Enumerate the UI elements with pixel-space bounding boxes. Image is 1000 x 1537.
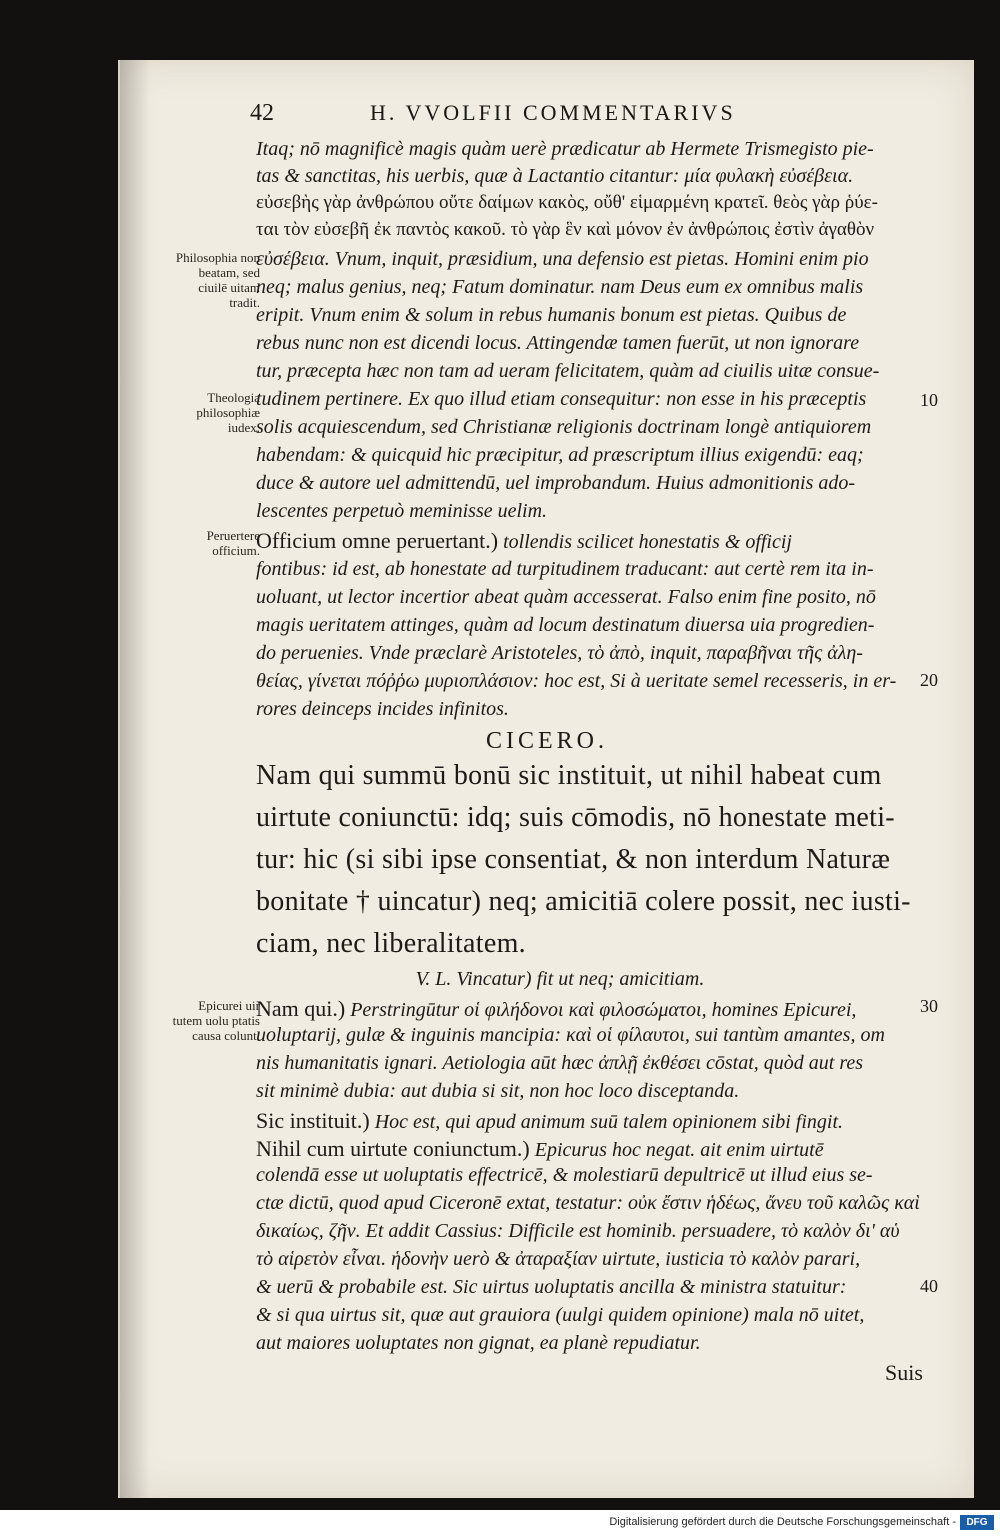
text-line: δικαίως, ζῆν. Et addit Cassius: Difficile est hominib. persuadere, τὸ καλὸν δι' αὑ (256, 1220, 900, 1242)
cicero-text-line: Nam qui summū bonū sic instituit, ut nihil habeat cum (256, 760, 882, 791)
margin-note-theologia: Theologia philosophiæ iudex. (196, 390, 260, 435)
text-line: fontibus: id est, ab honestate ad turpitudinem traducant: aut certè rem ita in- (256, 558, 874, 580)
variant-reading: V. L. Vincatur) fit ut neq; amicitiam. (415, 968, 705, 990)
dfg-logo: DFG (960, 1515, 994, 1530)
text-line: colendā esse ut uoluptatis effectricē, & molestiarū depultricē ut illud eius se- (256, 1164, 873, 1186)
text-line-with-lemma (256, 1108, 843, 1134)
text-line: tas & sanctitas, his uerbis, quæ à Lactantio citantur: μία φυλακὴ εὐσέβεια. (256, 165, 854, 187)
funding-credit: Digitalisierung gefördert durch die Deutsche Forschungsgemeinschaft - (609, 1516, 956, 1528)
lemma: Officium omne peruertant.) (256, 528, 499, 553)
text-line: lescentes perpetuò meminisse uelim. (256, 500, 548, 522)
line-number: 30 (920, 996, 938, 1016)
text-line: habendam: & quicquid hic præcipitur, ad præscriptum illius exigendū: eaq; (256, 444, 864, 466)
book-page (118, 60, 974, 1498)
text-line: magis ueritatem attinges, quàm ad locum destinatum diuersa uia progredien- (256, 614, 875, 636)
text-line: do peruenies. Vnde præclarè Aristoteles, τὸ ἀπὸ, inquit, παραβῆναι τῆς ἀλη- (256, 642, 863, 664)
text-line: tur, præcepta hæc non tam ad ueram felicitatem, quàm ad ciuilis uitæ consue- (256, 360, 880, 382)
text-line: neq; malus genius, neq; Fatum dominatur. nam Deus eum ex omnibus malis (256, 276, 864, 298)
text-line-with-lemma (256, 528, 792, 554)
text-line: solis acquiescendum, sed Christianæ religionis doctrinam longè antiquiorem (256, 416, 872, 438)
text-line: Itaq; nō magnificè magis quàm uerè prædicatur ab Hermete Trismegisto pie- (256, 138, 874, 160)
lemma-commentary: Epicurus hoc negat. ait enim uirtutē (529, 1139, 824, 1161)
text-line: rebus nunc non est dicendi locus. Attingendæ tamen fuerūt, ut non ignorare (256, 332, 860, 354)
text-line: & si qua uirtus sit, quæ aut grauiora (uulgi quidem opinione) mala nō uitet, (256, 1304, 865, 1326)
section-heading: CICERO. (485, 728, 608, 754)
text-line: sit minimè dubia: aut dubia si sit, non hoc loco disceptanda. (256, 1080, 740, 1102)
page-number: 42 (250, 100, 274, 126)
text-line: εὐσέβεια. Vnum, inquit, præsidium, una defensio est pietas. Homini enim pio (256, 248, 869, 270)
text-line-with-lemma (256, 1136, 824, 1162)
greek-line: ται τὸν εὐσεβῆ ἐκ παντὸς κακοῦ. τὸ γὰρ ἓν καὶ μόνον ἐν ἀνθρώποις ἐστὶν ἀγαθὸν (256, 219, 875, 240)
text-line: eripit. Vnum enim & solum in rebus humanis bonum est pietas. Quibus de (256, 304, 847, 326)
line-number: 20 (920, 670, 938, 690)
margin-note-philosophia: Philosophia non beatam, sed ciuilē uitam tradit. (175, 250, 260, 310)
cicero-text-line: bonitate † uincatur) neq; amicitiā colere possit, nec iusti- (256, 886, 911, 917)
text-line: ctæ dictū, quod apud Ciceronē extat, testatur: οὐκ ἔστιν ἡδέως, ἄνευ τοῦ καλῶς καὶ (256, 1192, 920, 1214)
text-line: aut maiores uoluptates non gignat, ea planè repudiatur. (256, 1332, 701, 1354)
lemma-commentary: Hoc est, qui apud animum suū talem opinionem sibi fingit. (369, 1111, 843, 1133)
text-line-with-lemma (256, 996, 856, 1022)
cicero-text-line: tur: hic (si sibi ipse consentiat, & non interdum Naturæ (256, 844, 891, 875)
lemma-commentary: tollendis scilicet honestatis & officij (498, 531, 792, 553)
text-line: tudinem pertinere. Ex quo illud etiam consequitur: non esse in his præceptis (256, 388, 867, 410)
running-title: H. VVOLFII COMMENTARIVS (370, 100, 736, 125)
digitization-footer (0, 1510, 1000, 1537)
text-line: nis humanitatis ignari. Aetiologia aūt hæc ἀπλῇ ἐκθέσει cōstat, quòd aut res (256, 1052, 864, 1074)
text-line: duce & autore uel admittendū, uel improbandum. Huius admonitionis ado- (256, 472, 856, 494)
page-gutter-shadow (120, 60, 150, 1498)
text-line: uoluant, ut lector incertior abeat quàm accesserat. Falso enim fine posito, nō (256, 586, 876, 608)
catchword: Suis (885, 1360, 923, 1385)
cicero-text-line: uirtute coniunctū: idq; suis cōmodis, nō honestate meti- (256, 802, 895, 833)
text-line: & uerū & probabile est. Sic uirtus uoluptatis ancilla & ministra statuitur: (256, 1276, 847, 1298)
text-line: τὸ αἱρετὸν εἶναι. ἡδονὴν uerò & ἀταραξίαν uirtute, iusticia τὸ καλὸν parari, (256, 1248, 861, 1270)
lemma: Sic instituit.) (256, 1108, 370, 1133)
page-header (250, 100, 940, 130)
line-number: 10 (920, 390, 938, 410)
greek-line: εὐσεβὴς γὰρ ἀνθρώπου οὔτε δαίμων κακὸς, οὔθ' εἱμαρμένη κρατεῖ. θεὸς γὰρ ῥύε- (256, 192, 878, 213)
text-line: rores deinceps incides infinitos. (256, 698, 509, 720)
lemma: Nihil cum uirtute coniunctum.) (256, 1136, 530, 1161)
margin-note-epicurei: Epicurei uir tutem uolu ptatis causa colunt. (172, 998, 260, 1043)
cicero-text-line: ciam, nec liberalitatem. (256, 928, 526, 959)
lemma: Nam qui.) (256, 996, 346, 1021)
text-line: uoluptarij, gulæ & inguinis mancipia: καὶ οἱ φίλαυτοι, sui tantùm amantes, om (256, 1024, 885, 1046)
line-number: 40 (920, 1276, 938, 1296)
lemma-commentary: Perstringūtur οἱ φιλήδονοι καὶ φιλοσώματοι, homines Epicurei, (345, 999, 857, 1021)
text-line: θείας, γίνεται πόῤῥω μυριοπλάσιον: hoc est, Si à ueritate semel recesseris, in er- (256, 670, 897, 692)
margin-note-peruertere: Peruertere officium. (206, 528, 260, 558)
